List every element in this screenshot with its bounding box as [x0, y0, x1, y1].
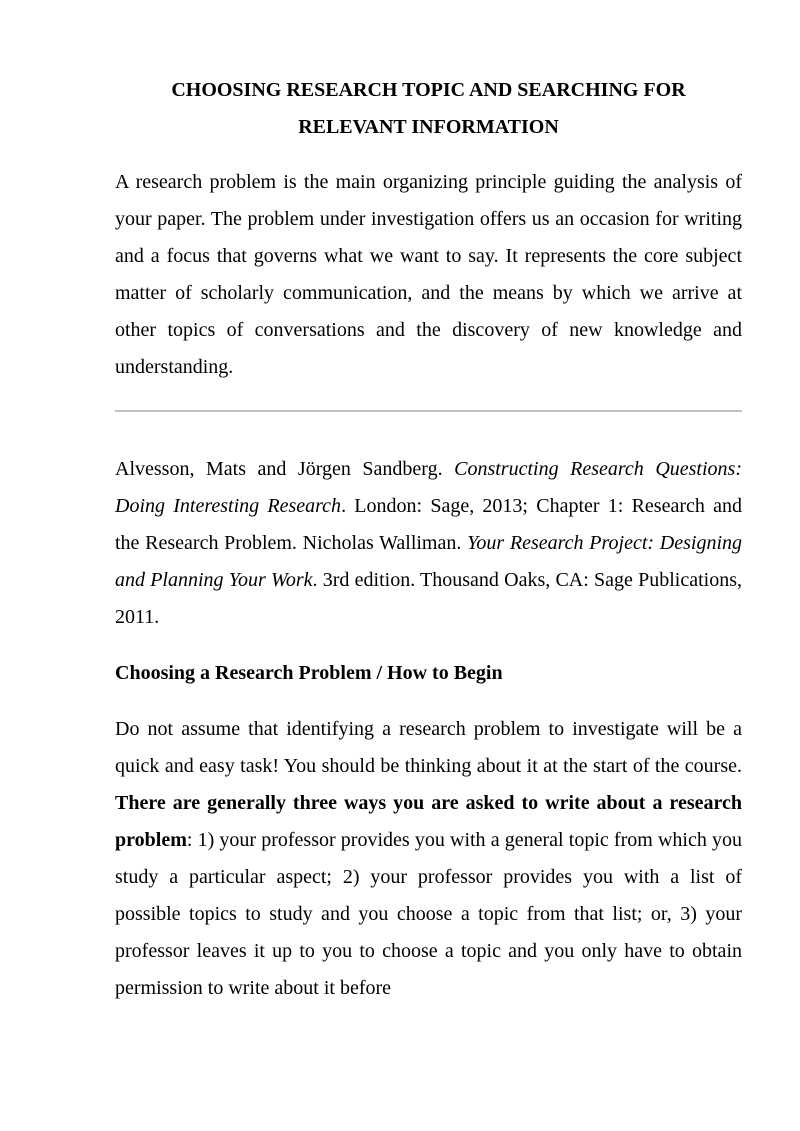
document-title: [115, 72, 742, 146]
title-line-1: CHOOSING RESEARCH TOPIC AND SEARCHING FOR: [171, 79, 686, 101]
reference-text-1: Alvesson, Mats and Jörgen Sandberg.: [115, 458, 455, 480]
section-heading: Choosing a Research Problem / How to Begin: [115, 662, 503, 684]
reference-text-2: . London: Sage, 2013; Chapter 1: Research and the Research Problem. Nicholas Walliman.: [115, 495, 742, 554]
reference-text-3: . 3rd edition. Thousand Oaks, CA: Sage Publications, 2011.: [115, 569, 742, 628]
section-text-2: : 1) your professor provides you with a general topic from which you study a particular aspect; 2) your professor provides you with a list of possible topics to study and you choose a topic from that list; or, 3) your professor leaves it up to you to choose a topic and you only have to obtain permission to write about it before: [115, 829, 742, 999]
reference-book-title-1: Constructing Research Questions: Doing Interesting Research: [115, 458, 742, 517]
section-text-1: Do not assume that identifying a research problem to investigate will be a quick and easy task! You should be thinking about it at the start of the course.: [115, 718, 742, 777]
document-content: [115, 72, 742, 1007]
section-divider: [115, 410, 742, 412]
intro-paragraph: A research problem is the main organizing principle guiding the analysis of your paper. The problem under investigation offers us an occasion for writing and a focus that governs what we want to say. It represents the core subject matter of scholarly communication, and the means by which we arrive at other topics of conversations and the discovery of new knowledge and understanding.: [115, 171, 742, 378]
reference-book-title-2: Your Research Project: Designing and Planning Your Work: [115, 532, 742, 591]
title-line-2: RELEVANT INFORMATION: [298, 116, 559, 138]
section-bold-text: There are generally three ways you are asked to write about a research problem: [115, 792, 742, 851]
reference-paragraph: [115, 451, 742, 636]
section-paragraph: [115, 711, 742, 1007]
